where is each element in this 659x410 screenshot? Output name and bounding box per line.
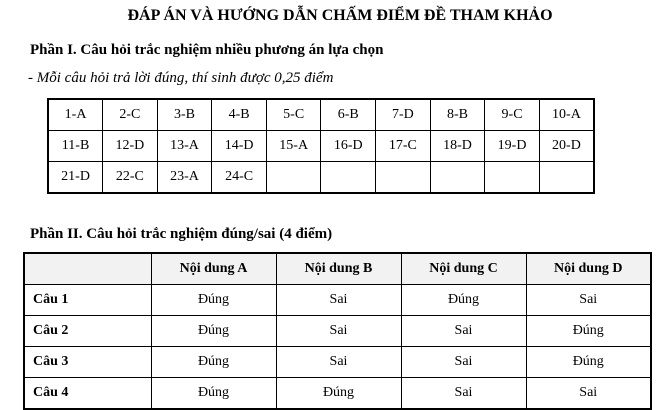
true-false-cell: Sai bbox=[401, 347, 526, 378]
question-row bbox=[24, 378, 651, 410]
answer-cell: 19-D bbox=[485, 131, 540, 162]
answer-cell: 8-B bbox=[430, 99, 485, 131]
true-false-cell: Sai bbox=[401, 316, 526, 347]
part2-table bbox=[23, 252, 652, 410]
true-false-cell: Đúng bbox=[151, 378, 276, 410]
answer-row bbox=[48, 131, 594, 162]
true-false-cell: Đúng bbox=[526, 316, 651, 347]
answer-cell: 18-D bbox=[430, 131, 485, 162]
answer-cell: 22-C bbox=[103, 162, 158, 194]
part2-header-row bbox=[24, 253, 651, 285]
answer-cell: 14-D bbox=[212, 131, 267, 162]
answer-cell: 5-C bbox=[266, 99, 321, 131]
column-header bbox=[24, 253, 151, 285]
answer-cell: 13-A bbox=[157, 131, 212, 162]
question-row bbox=[24, 347, 651, 378]
answer-cell bbox=[376, 162, 431, 194]
answer-cell: 4-B bbox=[212, 99, 267, 131]
part2-table-body bbox=[24, 285, 651, 410]
part1-scoring-note: - Mỗi câu hỏi trả lời đúng, thí sinh được 0,25 điểm bbox=[28, 70, 334, 86]
answer-cell: 2-C bbox=[103, 99, 158, 131]
part1-heading: Phần I. Câu hỏi trắc nghiệm nhiều phương án lựa chọn bbox=[30, 42, 384, 58]
true-false-cell: Sai bbox=[526, 378, 651, 410]
true-false-cell: Sai bbox=[276, 316, 401, 347]
answer-cell bbox=[539, 162, 594, 194]
question-label: Câu 2 bbox=[24, 316, 151, 347]
column-header: Nội dung C bbox=[401, 253, 526, 285]
answer-cell: 16-D bbox=[321, 131, 376, 162]
answer-cell: 21-D bbox=[48, 162, 103, 194]
answer-cell bbox=[485, 162, 540, 194]
answer-cell: 23-A bbox=[157, 162, 212, 194]
column-header: Nội dung A bbox=[151, 253, 276, 285]
true-false-cell: Sai bbox=[276, 285, 401, 316]
part1-answer-table-body bbox=[48, 99, 594, 193]
document-title: ĐÁP ÁN VÀ HƯỚNG DẪN CHẤM ĐIỂM ĐỀ THAM KHẢO bbox=[127, 7, 553, 24]
true-false-cell: Sai bbox=[401, 378, 526, 410]
answer-row bbox=[48, 99, 594, 131]
answer-cell: 17-C bbox=[376, 131, 431, 162]
answer-cell: 7-D bbox=[376, 99, 431, 131]
true-false-cell: Đúng bbox=[401, 285, 526, 316]
answer-cell bbox=[266, 162, 321, 194]
column-header: Nội dung B bbox=[276, 253, 401, 285]
answer-cell: 9-C bbox=[485, 99, 540, 131]
true-false-cell: Đúng bbox=[276, 378, 401, 410]
true-false-cell: Đúng bbox=[151, 285, 276, 316]
answer-row bbox=[48, 162, 594, 194]
answer-cell bbox=[430, 162, 485, 194]
answer-cell: 10-A bbox=[539, 99, 594, 131]
answer-cell: 11-B bbox=[48, 131, 103, 162]
answer-cell: 15-A bbox=[266, 131, 321, 162]
true-false-cell: Đúng bbox=[151, 316, 276, 347]
column-header: Nội dung D bbox=[526, 253, 651, 285]
question-row bbox=[24, 285, 651, 316]
true-false-cell: Đúng bbox=[151, 347, 276, 378]
answer-cell: 1-A bbox=[48, 99, 103, 131]
part1-answer-table bbox=[47, 98, 595, 194]
true-false-cell: Đúng bbox=[526, 347, 651, 378]
answer-cell: 24-C bbox=[212, 162, 267, 194]
question-row bbox=[24, 316, 651, 347]
answer-cell: 20-D bbox=[539, 131, 594, 162]
answer-cell bbox=[321, 162, 376, 194]
answer-cell: 12-D bbox=[103, 131, 158, 162]
answer-cell: 3-B bbox=[157, 99, 212, 131]
answer-cell: 6-B bbox=[321, 99, 376, 131]
question-label: Câu 3 bbox=[24, 347, 151, 378]
question-label: Câu 4 bbox=[24, 378, 151, 410]
question-label: Câu 1 bbox=[24, 285, 151, 316]
true-false-cell: Sai bbox=[526, 285, 651, 316]
part2-heading: Phần II. Câu hỏi trắc nghiệm đúng/sai (4 điểm) bbox=[30, 226, 333, 242]
true-false-cell: Sai bbox=[276, 347, 401, 378]
